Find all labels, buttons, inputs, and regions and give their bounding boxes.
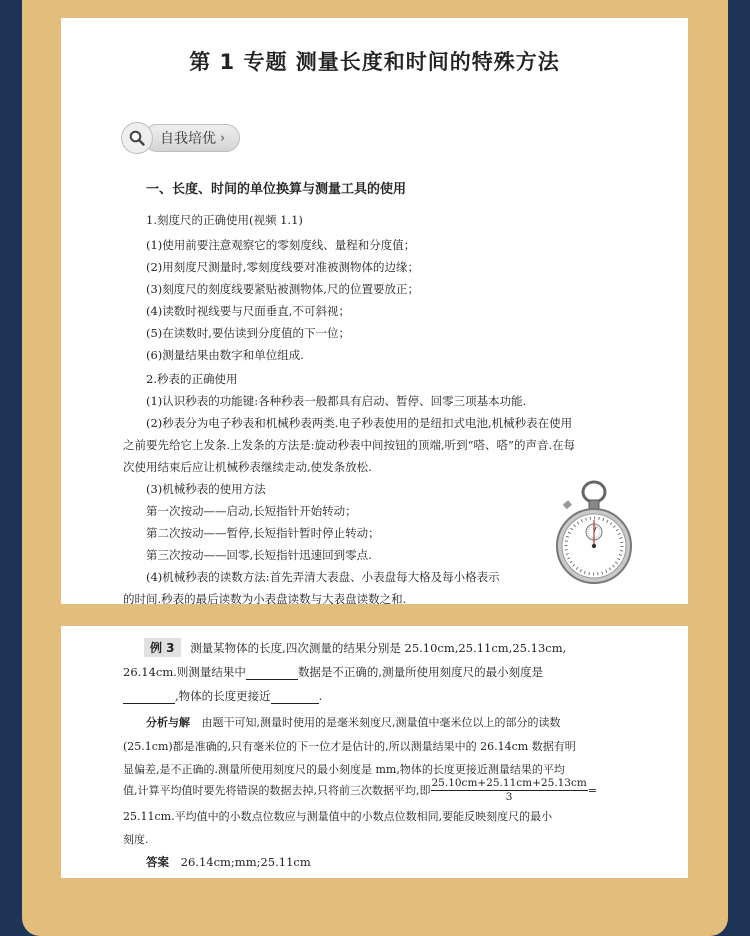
- stopwatch-line: (1)认识秒表的功能键:各种秒表一般都具有启动、暂停、回零三项基本功能.: [146, 394, 527, 408]
- chevron-right-icon: ›: [220, 130, 226, 146]
- stopwatch-line: 的时间.秒表的最后读数为小表盘读数与大表盘读数之和.: [123, 592, 407, 604]
- example-question-line: [144, 638, 566, 657]
- stopwatch-line: 第三次按动——回零,长短指针迅速回到零点.: [146, 548, 372, 562]
- ruler-item: (2)用刻度尺测量时,零刻度线要对准被测物体的边缘；: [146, 260, 419, 274]
- badge-label: 自我培优: [160, 131, 216, 147]
- fraction-numerator: 25.10cm+25.11cm+25.13cm: [431, 776, 587, 789]
- ruler-item: (6)测量结果由数字和单位组成.: [146, 348, 304, 362]
- analysis-text: 由题干可知,测量时使用的是毫米刻度尺,测量值中毫米位以上的部分的读数: [201, 716, 561, 729]
- ruler-item: (5)在读数时,要估读到分度值的下一位；: [146, 326, 350, 340]
- example-label: 例 3: [144, 638, 181, 657]
- stopwatch-line: 之前要先给它上发条.上发条的方法是:旋动秒表中间按钮的顶端,听到“嗒、嗒”的声音.在每: [123, 438, 576, 452]
- question-text: 26.14cm.则测量结果中: [123, 665, 246, 679]
- equals-sign: =: [587, 783, 598, 797]
- average-fraction: [431, 777, 588, 804]
- analysis-line: [123, 778, 597, 802]
- answer-blank: [123, 689, 175, 704]
- question-text: 数据是不正确的,测量所使用刻度尺的最小刻度是: [297, 665, 544, 679]
- stopwatch-line: 第二次按动——暂停,长短指针暂时停止转动；: [146, 526, 380, 540]
- stopwatch-image: [554, 478, 634, 588]
- answer-text: 26.14cm;mm;25.11cm: [180, 855, 311, 869]
- stopwatch-line: 次使用结束后应让机械秒表继续走动,使发条放松.: [123, 460, 372, 474]
- stopwatch-line: (2)秒表分为电子秒表和机械秒表两类.电子秒表使用的是纽扣式电池,机械秒表在使用: [146, 416, 573, 430]
- analysis-line: 25.11cm.平均值中的小数点位数应与测量值中的小数点位数相同,要能反映刻度尺的最小: [123, 810, 553, 823]
- page-title: 第 1 专题 测量长度和时间的特殊方法: [189, 50, 560, 74]
- question-text: 测量某物体的长度,四次测量的结果分别是 25.10cm,25.11cm,25.13cm,: [190, 641, 567, 655]
- example-question-line: [123, 688, 322, 704]
- section-heading: 一、长度、时间的单位换算与测量工具的使用: [146, 182, 407, 197]
- answer-line: [146, 854, 311, 870]
- fraction-denominator: 3: [505, 790, 513, 803]
- analysis-text: 值,计算平均值时要先将错误的数据去掉,只将前三次数据平均,即: [123, 784, 431, 797]
- analysis-line: [146, 714, 561, 730]
- analysis-line: (25.1cm)都是准确的,只有毫米位的下一位才是估计的,所以测量结果中的 26.14cm 数据有明: [123, 740, 576, 753]
- answer-label: 答案: [146, 855, 169, 869]
- section-badge: [121, 122, 251, 154]
- analysis-label: 分析与解: [146, 716, 190, 729]
- textbook-page: [61, 18, 688, 604]
- ruler-heading: 1.刻度尺的正确使用(视频 1.1): [146, 213, 303, 227]
- ruler-item: (3)刻度尺的刻度线要紧贴被测物体,尺的位置要放正；: [146, 282, 419, 296]
- question-text: .: [318, 689, 323, 703]
- analysis-line: 刻度.: [123, 833, 149, 846]
- stopwatch-line: (3)机械秒表的使用方法: [146, 482, 266, 496]
- example-page: [61, 626, 688, 878]
- magnifier-icon: [121, 122, 153, 154]
- example-question-line: [123, 664, 543, 680]
- question-text: ,物体的长度更接近: [175, 689, 271, 703]
- stopwatch-heading: 2.秒表的正确使用: [146, 372, 238, 386]
- ruler-item: (4)读数时视线要与尺面垂直,不可斜视；: [146, 304, 350, 318]
- badge-pill: [143, 124, 240, 152]
- stopwatch-line: (4)机械秒表的读数方法:首先弄清大表盘、小表盘每大格及每小格表示: [146, 570, 500, 584]
- ruler-item: (1)使用前要注意观察它的零刻度线、量程和分度值；: [146, 238, 416, 252]
- answer-blank: [271, 689, 319, 704]
- analysis-line: 显偏差,是不正确的.测量所使用刻度尺的最小刻度是 mm,物体的长度更接近测量结果的平均: [123, 763, 565, 776]
- stopwatch-line: 第一次按动——启动,长短指针开始转动；: [146, 504, 357, 518]
- answer-blank: [246, 665, 298, 680]
